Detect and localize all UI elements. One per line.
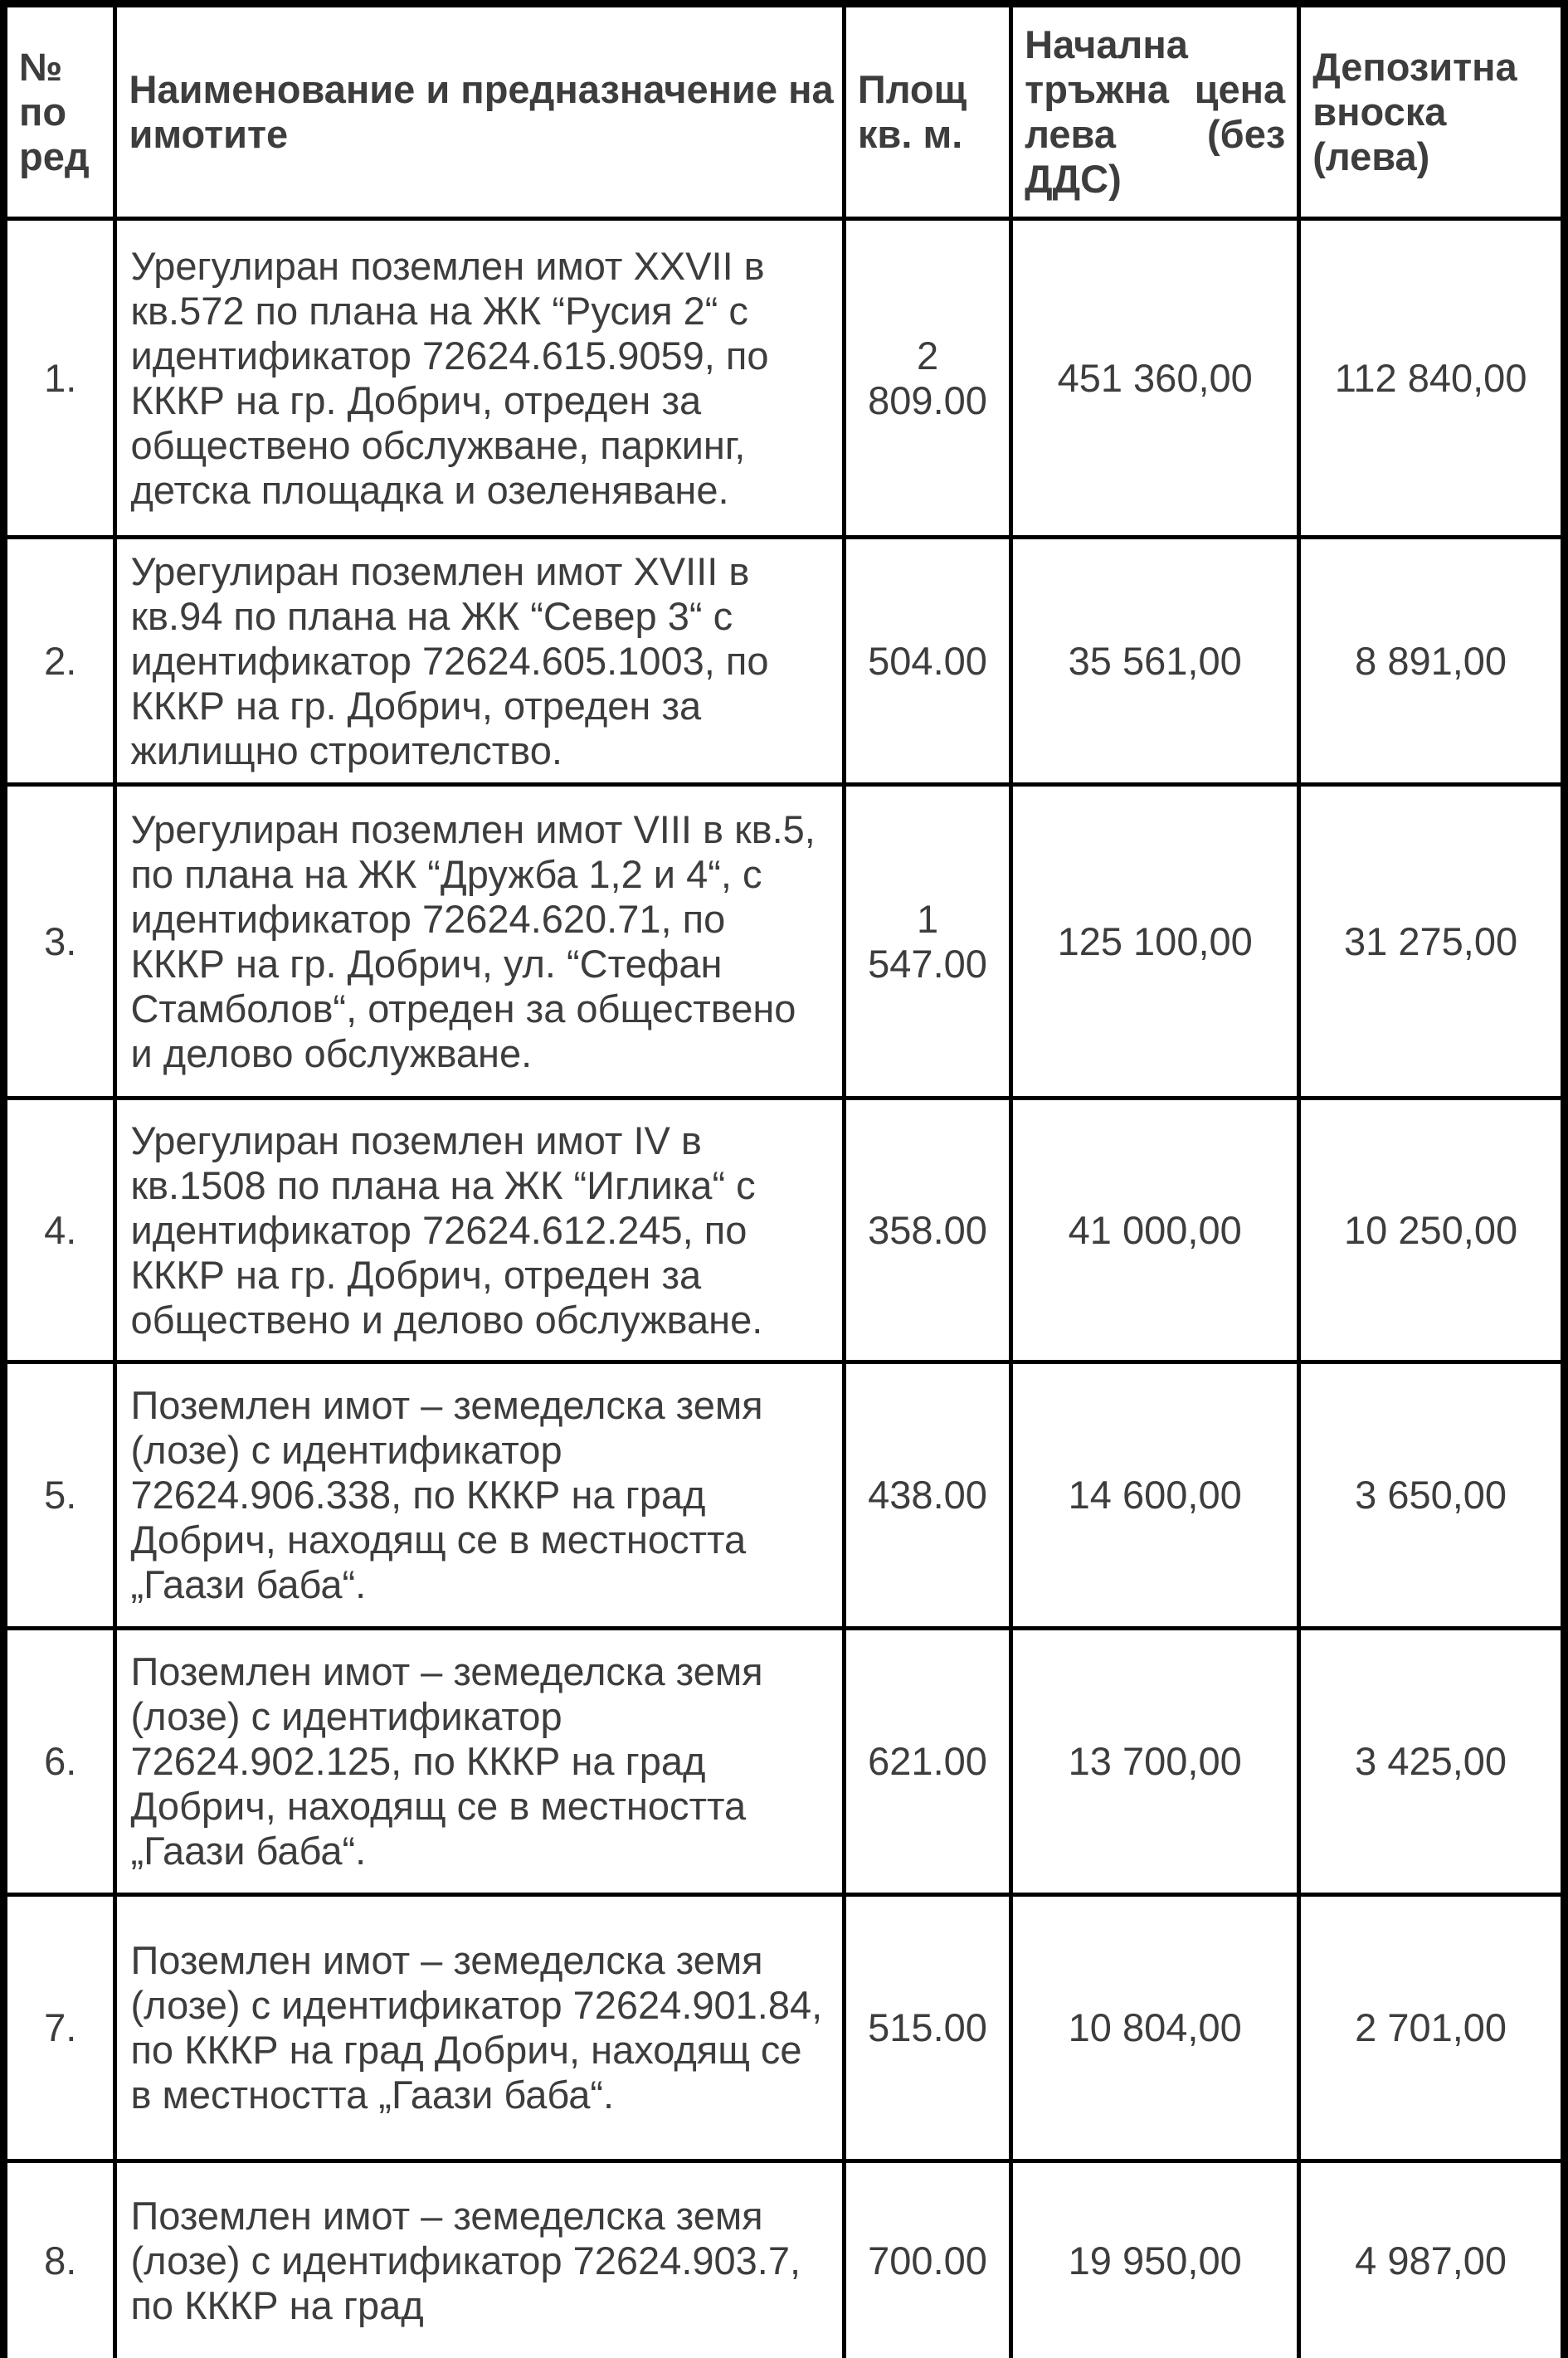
price-cell: 125 100,00: [1011, 785, 1299, 1099]
header-row-number: № по ред: [4, 4, 115, 219]
header-deposit: Депозитна вноска (лева): [1299, 4, 1565, 219]
property-description-cell: Поземлен имот – земеделска земя (лозе) с идентификатор 72624.901.84, по КККР на град Добрич, находящ се в местността „Гаази баба“.: [115, 1895, 844, 2161]
property-description-cell: Урегулиран поземлен имот XXVII в кв.572 по плана на ЖК “Русия 2“ с идентификатор 72624.615.9059, по КККР на гр. Добрич, отреден за обществено обслужване, паркинг, детска площадка и озеленяване.: [115, 219, 844, 538]
deposit-cell: 31 275,00: [1299, 785, 1565, 1099]
area-cell: 438.00: [844, 1362, 1010, 1629]
area-cell: 515.00: [844, 1895, 1010, 2161]
table-row: [4, 1362, 1565, 1629]
deposit-cell: 4 987,00: [1299, 2161, 1565, 2358]
table-row: [4, 1895, 1565, 2161]
deposit-cell: 112 840,00: [1299, 219, 1565, 538]
table-header: [4, 4, 1565, 219]
area-cell: 2 809.00: [844, 219, 1010, 538]
deposit-cell: 2 701,00: [1299, 1895, 1565, 2161]
header-property-name: Наименование и предназначение на имотите: [115, 4, 844, 219]
property-description-cell: Урегулиран поземлен имот IV в кв.1508 по плана на ЖК “Иглика“ с идентификатор 72624.612.245, по КККР на гр. Добрич, отреден за обществено и делово обслужване.: [115, 1099, 844, 1362]
row-number-cell: 2.: [4, 538, 115, 785]
price-cell: 19 950,00: [1011, 2161, 1299, 2358]
table-row: [4, 1099, 1565, 1362]
area-cell: 700.00: [844, 2161, 1010, 2358]
property-description-cell: Поземлен имот – земеделска земя (лозе) с идентификатор 72624.902.125, по КККР на град Добрич, находящ се в местността „Гаази баба“.: [115, 1629, 844, 1895]
price-cell: 14 600,00: [1011, 1362, 1299, 1629]
price-cell: 451 360,00: [1011, 219, 1299, 538]
header-row: [4, 4, 1565, 219]
area-cell: 504.00: [844, 538, 1010, 785]
table-body: [4, 219, 1565, 2358]
price-cell: 10 804,00: [1011, 1895, 1299, 2161]
row-number-cell: 8.: [4, 2161, 115, 2358]
deposit-cell: 3 650,00: [1299, 1362, 1565, 1629]
property-description-cell: Урегулиран поземлен имот XVIII в кв.94 по плана на ЖК “Север 3“ с идентификатор 72624.605.1003, по КККР на гр. Добрич, отреден за жилищно строителство.: [115, 538, 844, 785]
area-cell: 621.00: [844, 1629, 1010, 1895]
table-row: [4, 219, 1565, 538]
row-number-cell: 5.: [4, 1362, 115, 1629]
area-cell: 358.00: [844, 1099, 1010, 1362]
price-cell: 41 000,00: [1011, 1099, 1299, 1362]
deposit-cell: 8 891,00: [1299, 538, 1565, 785]
property-description-cell: Поземлен имот – земеделска земя (лозе) с идентификатор 72624.903.7, по КККР на град: [115, 2161, 844, 2358]
price-cell: 13 700,00: [1011, 1629, 1299, 1895]
table-row: [4, 1629, 1565, 1895]
property-description-cell: Урегулиран поземлен имот VIII в кв.5, по плана на ЖК “Дружба 1,2 и 4“, с идентификатор 72624.620.71, по КККР на гр. Добрич, ул. “Стефан Стамболов“, отреден за обществено и делово обслужване.: [115, 785, 844, 1099]
property-description-cell: Поземлен имот – земеделска земя (лозе) с идентификатор 72624.906.338, по КККР на град Добрич, находящ се в местността „Гаази баба“.: [115, 1362, 844, 1629]
table-row: [4, 538, 1565, 785]
row-number-cell: 4.: [4, 1099, 115, 1362]
deposit-cell: 10 250,00: [1299, 1099, 1565, 1362]
price-cell: 35 561,00: [1011, 538, 1299, 785]
row-number-cell: 7.: [4, 1895, 115, 2161]
row-number-cell: 1.: [4, 219, 115, 538]
area-cell: 1 547.00: [844, 785, 1010, 1099]
table-row: [4, 785, 1565, 1099]
row-number-cell: 6.: [4, 1629, 115, 1895]
deposit-cell: 3 425,00: [1299, 1629, 1565, 1895]
header-area: Площ кв. м.: [844, 4, 1010, 219]
header-starting-price: Начална тръжна цена лева (без ДДС): [1011, 4, 1299, 219]
table-row: [4, 2161, 1565, 2358]
row-number-cell: 3.: [4, 785, 115, 1099]
